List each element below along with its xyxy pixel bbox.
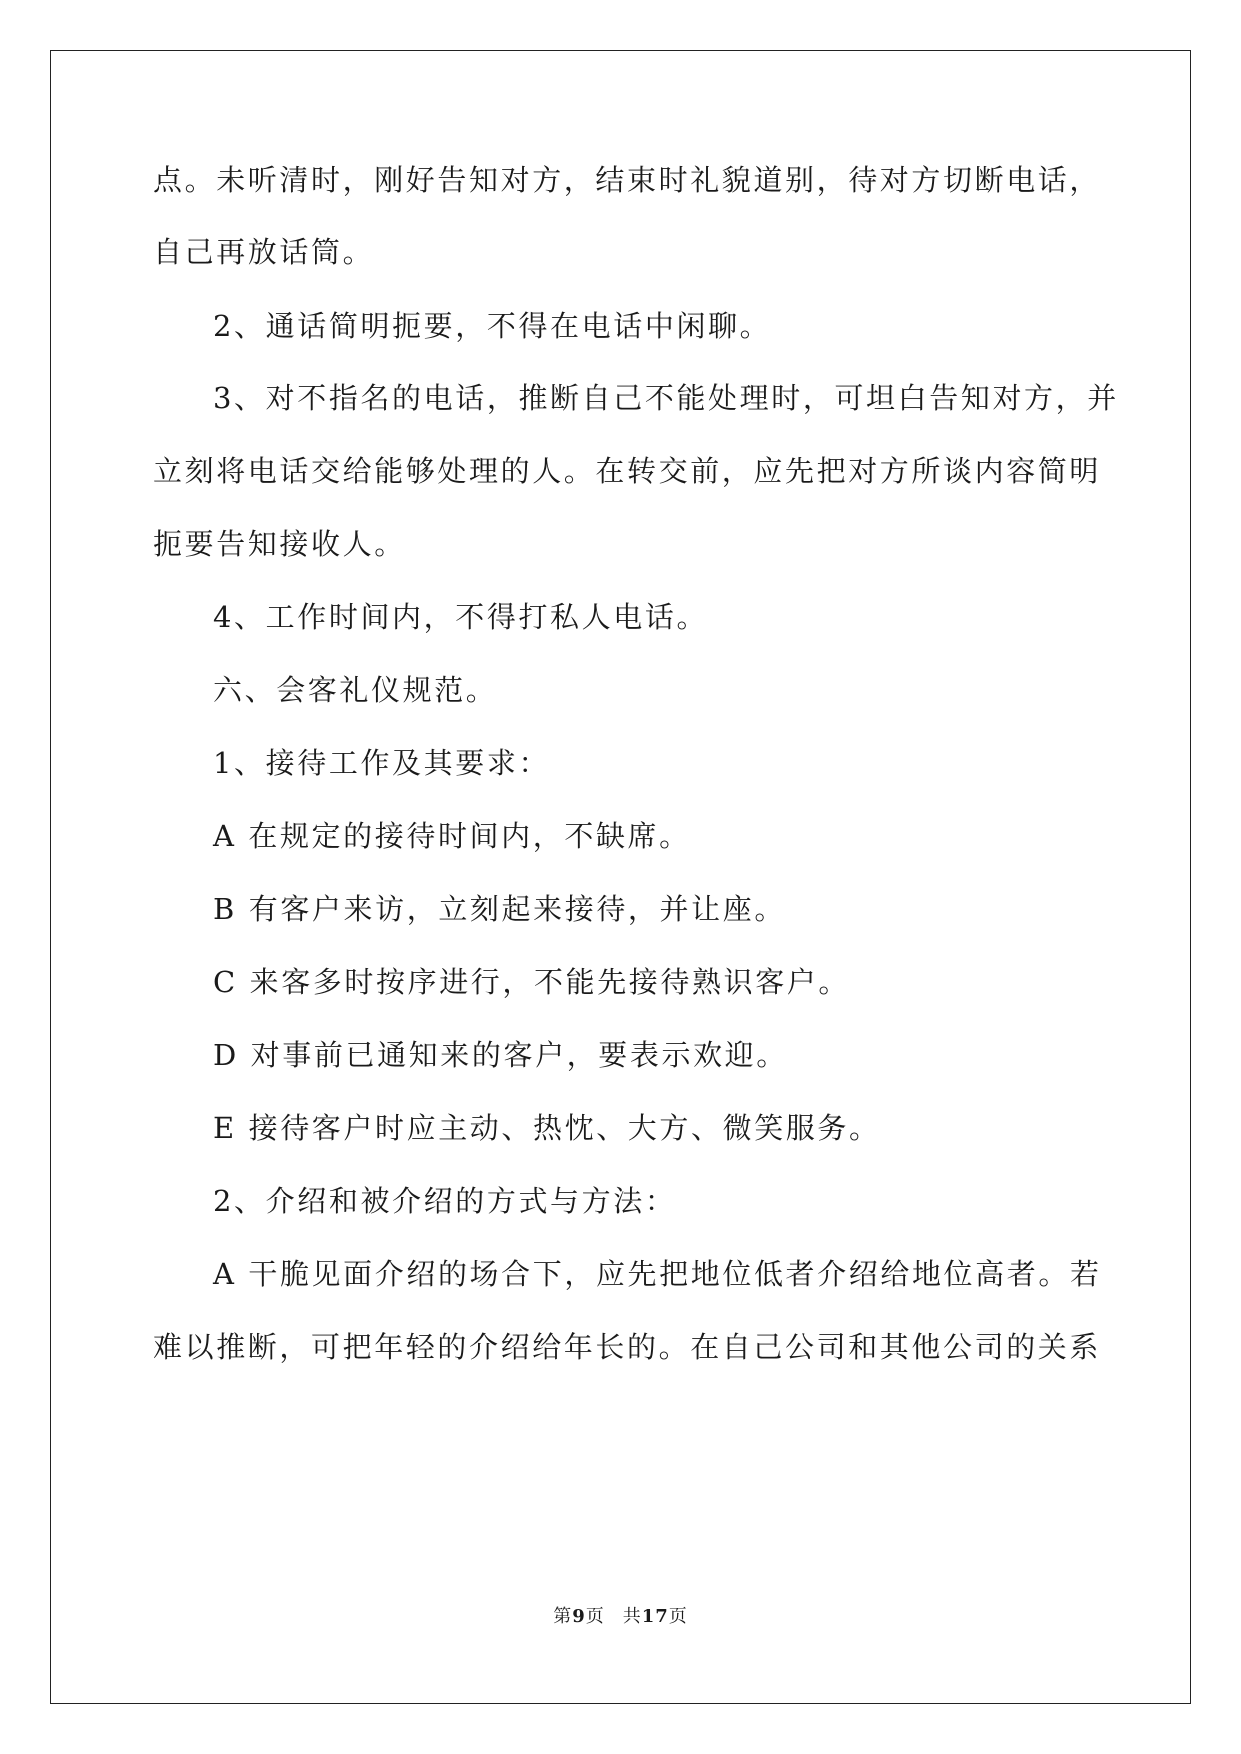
text-line: D 对事前已通知来的客户，要表示欢迎。 [213,1038,788,1072]
footer-prefix: 第 [553,1606,573,1627]
text-line: A 干脆见面介绍的场合下，应先把地位低者介绍给地位高者。若 [213,1257,1102,1291]
page-footer [0,1602,1241,1628]
footer-total-suffix: 页 [668,1606,688,1627]
text-line: 1、接待工作及其要求： [213,746,551,780]
text-line: E 接待客户时应主动、热忱、大方、微笑服务。 [213,1111,881,1145]
text-line: 2、介绍和被介绍的方式与方法： [213,1184,677,1218]
text-line: 自己再放话筒。 [153,235,375,269]
text-line: 2、通话简明扼要，不得在电话中闲聊。 [213,309,772,343]
page-border [50,50,1191,1704]
text-line: C 来客多时按序进行，不能先接待熟识客户。 [213,965,851,999]
text-line: 点。未听清时，刚好告知对方，结束时礼貌道别，待对方切断电话， [153,163,1102,197]
footer-total-prefix: 共 [622,1606,642,1627]
text-line: 难以推断，可把年轻的介绍给年长的。在自己公司和其他公司的关系 [153,1330,1102,1364]
footer-page-suffix: 页 [585,1606,605,1627]
text-line: 4、工作时间内，不得打私人电话。 [213,600,709,634]
current-page-number: 9 [572,1606,586,1627]
total-pages-number: 17 [641,1606,669,1627]
text-line: 立刻将电话交给能够处理的人。在转交前，应先把对方所谈内容简明 [153,454,1102,488]
text-line: 3、对不指名的电话，推断自己不能处理时，可坦白告知对方，并 [213,381,1119,415]
text-line: B 有客户来访，立刻起来接待，并让座。 [213,892,786,926]
text-line: A 在规定的接待时间内，不缺席。 [213,819,691,853]
section-heading: 六、会客礼仪规范。 [213,673,498,707]
text-line: 扼要告知接收人。 [153,527,406,561]
